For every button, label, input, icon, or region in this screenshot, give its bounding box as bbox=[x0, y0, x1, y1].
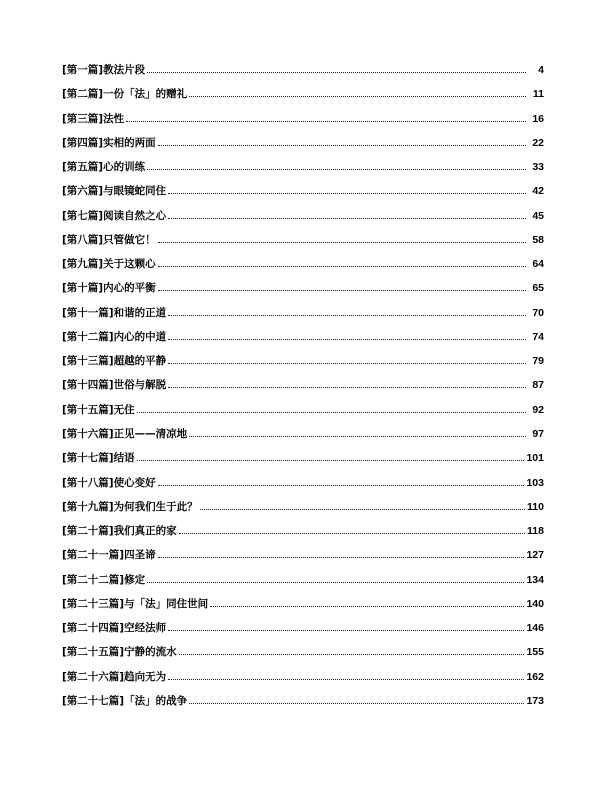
toc-entry-title: 「法」的战争 bbox=[124, 694, 188, 707]
toc-entry[interactable] bbox=[62, 252, 544, 276]
toc-entry-number: [第二十一篇] bbox=[62, 549, 125, 562]
toc-entry[interactable] bbox=[62, 228, 544, 252]
toc-entry-title: 我们真正的家 bbox=[113, 525, 177, 538]
toc-entry-number: [第二篇] bbox=[62, 88, 104, 101]
toc-entry-title: 趋向无为 bbox=[124, 670, 167, 683]
toc-entry-title: 四圣谛 bbox=[124, 549, 156, 562]
toc-entry-title: 空经法师 bbox=[124, 622, 167, 635]
toc-entry[interactable] bbox=[62, 373, 544, 397]
table-of-contents bbox=[62, 58, 544, 713]
toc-entry-page-number: 134 bbox=[526, 573, 544, 586]
toc-entry-page-number: 79 bbox=[532, 355, 544, 368]
toc-entry[interactable] bbox=[62, 592, 544, 616]
toc-entry[interactable] bbox=[62, 422, 544, 446]
toc-dot-leader bbox=[179, 654, 525, 655]
toc-dot-leader bbox=[168, 363, 526, 364]
toc-dot-leader bbox=[147, 169, 526, 170]
toc-entry-title: 阅读自然之心 bbox=[103, 209, 167, 222]
toc-dot-leader bbox=[158, 485, 525, 486]
toc-dot-leader bbox=[189, 703, 524, 704]
toc-entry-page-number: 4 bbox=[538, 64, 544, 76]
toc-entry-number: [第二十七篇] bbox=[62, 694, 125, 707]
toc-dot-leader bbox=[168, 193, 526, 194]
toc-entry-number: [第四篇] bbox=[62, 136, 104, 149]
toc-dot-leader bbox=[158, 145, 526, 146]
toc-entry-title: 为何我们生于此？ bbox=[113, 500, 198, 513]
toc-entry-page-number: 45 bbox=[532, 209, 544, 222]
toc-entry-page-number: 33 bbox=[532, 161, 544, 174]
toc-entry-page-number: 140 bbox=[526, 597, 544, 610]
toc-dot-leader bbox=[168, 218, 526, 219]
toc-entry-number: [第二十篇] bbox=[62, 525, 114, 538]
toc-entry-number: [第十九篇] bbox=[62, 500, 114, 513]
toc-entry[interactable] bbox=[62, 301, 544, 325]
toc-entry-title: 内心的中道 bbox=[113, 330, 167, 343]
toc-entry[interactable] bbox=[62, 471, 544, 495]
toc-entry-page-number: 11 bbox=[532, 88, 544, 101]
toc-entry[interactable] bbox=[62, 155, 544, 179]
toc-dot-leader bbox=[168, 387, 526, 388]
toc-dot-leader bbox=[168, 339, 526, 340]
toc-entry[interactable] bbox=[62, 349, 544, 373]
toc-dot-leader bbox=[126, 121, 526, 122]
toc-entry-title: 与眼镜蛇同住 bbox=[103, 185, 167, 198]
toc-entry-title: 超越的平静 bbox=[113, 355, 167, 368]
toc-entry-page-number: 127 bbox=[526, 549, 544, 562]
toc-entry-title: 法性 bbox=[103, 112, 125, 125]
toc-entry-number: [第二十六篇] bbox=[62, 670, 125, 683]
toc-entry[interactable] bbox=[62, 616, 544, 640]
toc-entry-page-number: 64 bbox=[532, 258, 544, 271]
toc-entry[interactable] bbox=[62, 568, 544, 592]
toc-entry[interactable] bbox=[62, 495, 544, 519]
toc-dot-leader bbox=[200, 509, 525, 510]
toc-entry[interactable] bbox=[62, 82, 544, 106]
toc-entry-page-number: 110 bbox=[527, 500, 544, 513]
toc-entry[interactable] bbox=[62, 204, 544, 228]
toc-entry-number: [第十三篇] bbox=[62, 355, 114, 368]
toc-entry-number: [第二十二篇] bbox=[62, 573, 125, 586]
toc-entry[interactable] bbox=[62, 107, 544, 131]
toc-entry-number: [第二十四篇] bbox=[62, 622, 125, 635]
toc-entry[interactable] bbox=[62, 398, 544, 422]
toc-entry[interactable] bbox=[62, 446, 544, 470]
toc-entry-page-number: 16 bbox=[532, 112, 544, 125]
toc-entry-number: [第五篇] bbox=[62, 161, 104, 174]
toc-entry-page-number: 162 bbox=[526, 670, 544, 683]
toc-entry-number: [第十四篇] bbox=[62, 379, 114, 392]
toc-entry[interactable] bbox=[62, 543, 544, 567]
toc-entry-page-number: 58 bbox=[532, 233, 544, 246]
toc-entry[interactable] bbox=[62, 58, 544, 82]
toc-dot-leader bbox=[168, 630, 524, 631]
toc-entry-page-number: 22 bbox=[532, 136, 544, 149]
toc-dot-leader bbox=[147, 72, 526, 73]
toc-entry-page-number: 101 bbox=[526, 452, 544, 465]
toc-entry-page-number: 42 bbox=[532, 185, 544, 198]
toc-dot-leader bbox=[158, 242, 526, 243]
toc-entry-title: 关于这颗心 bbox=[103, 258, 156, 271]
toc-entry-page-number: 65 bbox=[532, 282, 544, 295]
toc-dot-leader bbox=[189, 96, 526, 97]
toc-entry-page-number: 97 bbox=[532, 427, 544, 440]
toc-entry-title: 修定 bbox=[124, 573, 146, 586]
toc-entry[interactable] bbox=[62, 325, 544, 349]
toc-dot-leader bbox=[137, 460, 525, 461]
toc-entry-title: 和谐的正道 bbox=[113, 306, 167, 319]
toc-entry-page-number: 173 bbox=[526, 694, 544, 707]
toc-entry-page-number: 103 bbox=[526, 476, 544, 489]
toc-entry-number: [第二十五篇] bbox=[62, 646, 125, 659]
toc-entry[interactable] bbox=[62, 640, 544, 664]
toc-entry[interactable] bbox=[62, 665, 544, 689]
toc-dot-leader bbox=[168, 679, 524, 680]
toc-entry-title: 正见——清凉地 bbox=[113, 427, 188, 440]
toc-entry-page-number: 87 bbox=[532, 379, 544, 392]
toc-entry-page-number: 74 bbox=[532, 330, 544, 343]
toc-dot-leader bbox=[158, 290, 526, 291]
toc-entry-page-number: 155 bbox=[526, 646, 544, 659]
toc-entry-number: [第七篇] bbox=[62, 209, 104, 222]
toc-entry[interactable] bbox=[62, 179, 544, 203]
toc-entry-title: 实相的两面 bbox=[103, 136, 156, 149]
toc-entry-title: 与「法」同住世间 bbox=[124, 597, 209, 610]
toc-entry-number: [第十二篇] bbox=[62, 330, 114, 343]
toc-entry-number: [第六篇] bbox=[62, 185, 104, 198]
toc-dot-leader bbox=[158, 557, 525, 558]
toc-entry-number: [第十篇] bbox=[62, 282, 104, 295]
toc-entry-title: 使心变好 bbox=[113, 476, 156, 489]
toc-dot-leader bbox=[168, 315, 526, 316]
toc-dot-leader bbox=[137, 412, 526, 413]
toc-entry-title: 世俗与解脱 bbox=[113, 379, 167, 392]
toc-dot-leader bbox=[189, 436, 526, 437]
toc-entry-number: [第三篇] bbox=[62, 112, 104, 125]
toc-entry[interactable] bbox=[62, 276, 544, 300]
toc-entry[interactable] bbox=[62, 519, 544, 543]
toc-dot-leader bbox=[147, 582, 524, 583]
toc-entry-number: [第九篇] bbox=[62, 258, 104, 271]
toc-entry-page-number: 118 bbox=[527, 525, 544, 538]
toc-entry-number: [第八篇] bbox=[62, 233, 104, 246]
toc-entry-page-number: 146 bbox=[526, 622, 544, 635]
toc-entry-title: 只管做它！ bbox=[103, 233, 156, 246]
toc-entry-number: [第一篇] bbox=[62, 64, 104, 76]
toc-entry-title: 无住 bbox=[113, 403, 135, 416]
toc-entry-title: 教法片段 bbox=[103, 64, 146, 76]
toc-entry-number: [第十六篇] bbox=[62, 427, 114, 440]
toc-dot-leader bbox=[210, 606, 524, 607]
toc-entry-page-number: 70 bbox=[532, 306, 544, 319]
toc-entry[interactable] bbox=[62, 131, 544, 155]
toc-entry[interactable] bbox=[62, 689, 544, 713]
toc-entry-title: 结语 bbox=[113, 452, 135, 465]
toc-entry-title: 心的训练 bbox=[103, 161, 146, 174]
toc-entry-number: [第十八篇] bbox=[62, 476, 114, 489]
toc-dot-leader bbox=[158, 266, 526, 267]
toc-entry-title: 内心的平衡 bbox=[103, 282, 156, 295]
toc-entry-number: [第二十三篇] bbox=[62, 597, 125, 610]
toc-entry-title: 一份「法」的赠礼 bbox=[103, 88, 188, 101]
toc-entry-title: 宁静的流水 bbox=[124, 646, 177, 659]
toc-dot-leader bbox=[179, 533, 525, 534]
toc-entry-number: [第十一篇] bbox=[62, 306, 114, 319]
toc-entry-page-number: 92 bbox=[532, 403, 544, 416]
toc-entry-number: [第十五篇] bbox=[62, 403, 114, 416]
toc-entry-number: [第十七篇] bbox=[62, 452, 114, 465]
